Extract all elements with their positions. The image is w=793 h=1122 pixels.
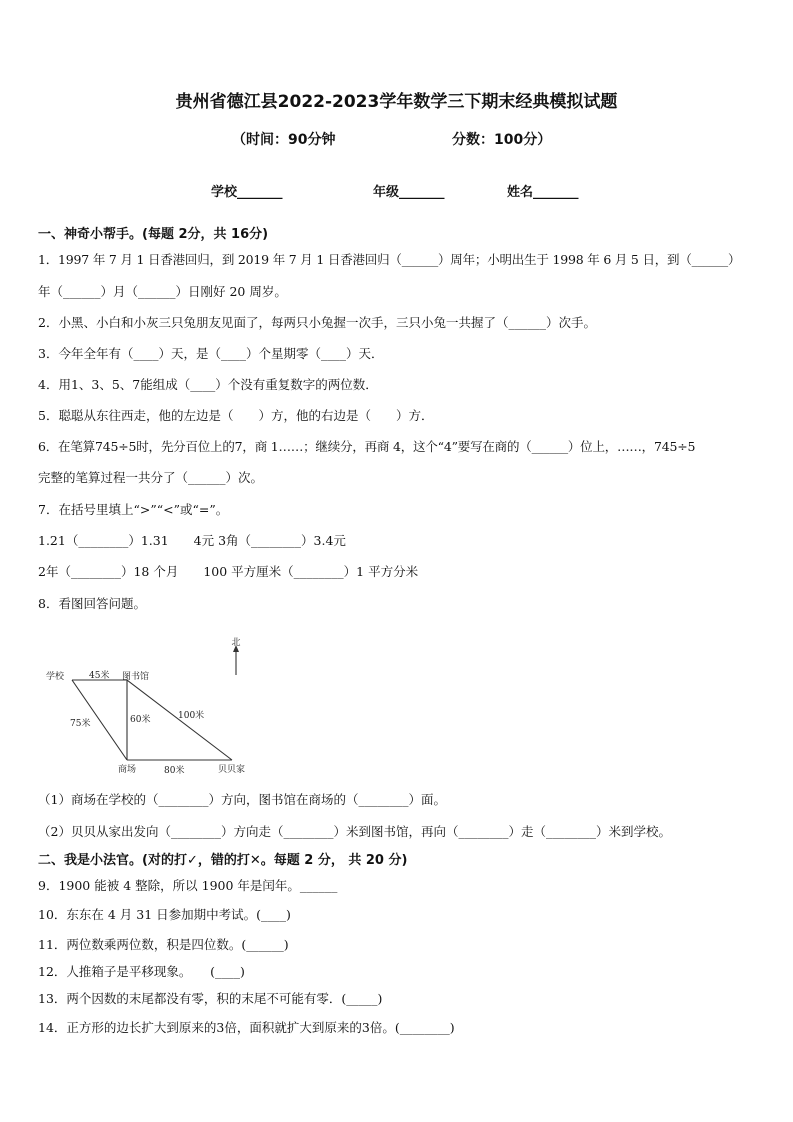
section1-heading: 一、神奇小帮手。(每题 2分，共 16分) bbox=[38, 227, 269, 242]
question-13: 13．两个因数的末尾都没有零，积的末尾不可能有零．(_____) bbox=[38, 991, 383, 1006]
question-14: 14．正方形的边长扩大到原来的3倍，面积就扩大到原来的3倍。(________) bbox=[38, 1020, 455, 1035]
label-mall: 商场 bbox=[118, 765, 137, 775]
distance-school-mall: 75米 bbox=[70, 719, 91, 729]
question-1-line2: 年（______）月（______）日刚好 20 周岁。 bbox=[38, 284, 287, 299]
question-7-row2: 2年（________）18 个月 100 平方厘米（________）1 平方分米 bbox=[38, 564, 419, 579]
map-diagram bbox=[40, 635, 270, 780]
section2-heading: 二、我是小法官。(对的打✓，错的打✕。每题 2 分， 共 20 分) bbox=[38, 853, 408, 868]
question-4: 4．用1、3、5、7能组成（____）个没有重复数字的两位数． bbox=[38, 377, 378, 392]
question-7: 7．在括号里填上“>”“<”或“=”。 bbox=[38, 502, 229, 517]
name-field: 姓名_______ bbox=[507, 185, 579, 200]
page-title: 贵州省德江县2022-2023学年数学三下期末经典模拟试题 bbox=[175, 92, 618, 112]
label-library: 图书馆 bbox=[122, 672, 150, 682]
question-10: 10．东东在 4 月 31 日参加期中考试。(____) bbox=[38, 907, 291, 922]
question-2: 2．小黑、小白和小灰三只兔朋友见面了，每两只小兔握一次手，三只小兔一共握了（______）次手。 bbox=[38, 315, 596, 330]
question-11: 11．两位数乘两位数，积是四位数。(______) bbox=[38, 937, 289, 952]
north-label: 北 bbox=[231, 638, 241, 648]
question-5: 5．聪聪从东往西走，他的左边是（ ）方，他的右边是（ ）方． bbox=[38, 408, 434, 423]
question-8-part1: （1）商场在学校的（________）方向，图书馆在商场的（________）面。 bbox=[38, 792, 446, 807]
question-3: 3．今年全年有（____）天，是（____）个星期零（____）天． bbox=[38, 346, 384, 361]
question-6-line1: 6．在笔算745÷5时，先分百位上的7，商 1……；继续分，再商 4，这个“4”要写在商的（______）位上，……，745÷5 bbox=[38, 439, 696, 454]
distance-library-mall: 60米 bbox=[130, 715, 151, 725]
distance-mall-home: 80米 bbox=[164, 766, 185, 776]
question-8-part2: （2）贝贝从家出发向（________）方向走（________）米到图书馆，再向（________）走（________）米到学校。 bbox=[38, 824, 671, 839]
distance-library-home: 100米 bbox=[178, 711, 205, 721]
grade-field: 年级_______ bbox=[373, 185, 445, 200]
question-9: 9．1900 能被 4 整除，所以 1900 年是闰年。______ bbox=[38, 878, 338, 893]
question-8: 8．看图回答问题。 bbox=[38, 596, 146, 611]
school-field: 学校_______ bbox=[211, 185, 283, 200]
question-1-line1: 1．1997 年 7 月 1 日香港回归，到 2019 年 7 月 1 日香港回归（______）周年；小明出生于 1998 年 6 月 5 日，到（______） bbox=[38, 252, 741, 267]
exam-time: （时间：90分钟 bbox=[232, 132, 336, 148]
label-school: 学校 bbox=[46, 672, 65, 682]
question-12: 12．人推箱子是平移现象。 (____) bbox=[38, 964, 245, 979]
question-6-line2: 完整的笔算过程一共分了（______）次。 bbox=[38, 470, 264, 485]
label-home: 贝贝家 bbox=[218, 765, 246, 775]
exam-score: 分数：100分） bbox=[452, 132, 552, 148]
question-7-row1: 1.21（________）1.31 4元 3角（________）3.4元 bbox=[38, 533, 346, 548]
distance-school-library: 45米 bbox=[89, 671, 110, 681]
